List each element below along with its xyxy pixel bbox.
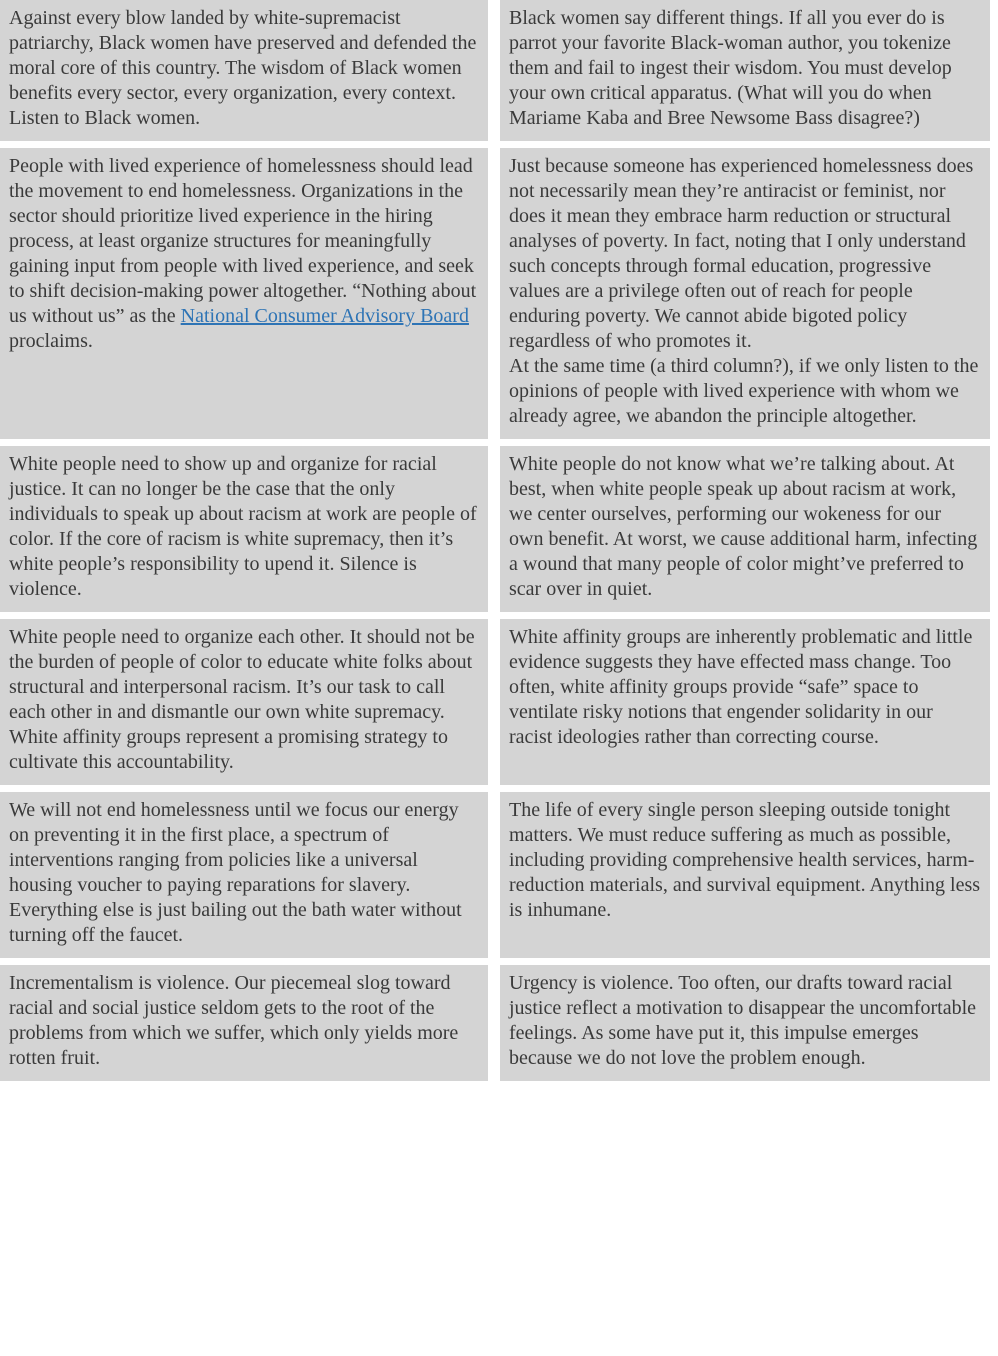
cell-row1-counterpoint: Black women say different things. If all you ever do is parrot your favorite Black-woman author, you tokenize them and fail to ingest their wisdom. You must develop your own critical apparatus. (What will you do when Mariame Kaba and Bree Newsome Bass disagree?) — [500, 0, 990, 141]
claim-text-after-link: proclaims. — [9, 330, 93, 352]
claim-text-before-link: People with lived experience of homelessness should lead the movement to end homelessness. Organizations in the sector should prioritize lived experience in the hiring process, at least organize structures for meaningfully gaining input from people with lived experience, and seek to shift decision-making power altogether. “Nothing about us without us” as the — [9, 155, 477, 327]
cell-row4-counterpoint: White affinity groups are inherently problematic and little evidence suggests they have effected mass change. Too often, white affinity groups provide “safe” space to ventilate risky notions that engender solidarity in our racist ideologies rather than correcting course. — [500, 619, 990, 785]
cell-row5-claim: We will not end homelessness until we focus our energy on preventing it in the first place, a spectrum of interventions ranging from policies like a universal housing voucher to paying reparations for slavery. Everything else is just bailing out the bath water without turning off the faucet. — [0, 792, 488, 958]
cell-row6-counterpoint: Urgency is violence. Too often, our drafts toward racial justice reflect a motivation to disappear the uncomfortable feelings. As some have put it, this impulse emerges because we do not love the problem enough. — [500, 965, 990, 1081]
cell-row3-claim: White people need to show up and organize for racial justice. It can no longer be the case that the only individuals to speak up about racism at work are people of color. If the core of racism is white supremacy, then it’s white people’s responsibility to upend it. Silence is violence. — [0, 446, 488, 612]
cell-row1-claim: Against every blow landed by white-supremacist patriarchy, Black women have preserved and defended the moral core of this country. The wisdom of Black women benefits every sector, every organization, every context. Listen to Black women. — [0, 0, 488, 141]
national-consumer-advisory-board-link[interactable]: National Consumer Advisory Board — [180, 305, 469, 327]
cell-row2-claim — [0, 148, 488, 439]
cell-row3-counterpoint: White people do not know what we’re talking about. At best, when white people speak up about racism at work, we center ourselves, performing our wokeness for our own benefit. At worst, we cause additional harm, infecting a wound that many people of color might’ve preferred to scar over in quiet. — [500, 446, 990, 612]
cell-row4-claim: White people need to organize each other. It should not be the burden of people of color to educate white folks about structural and interpersonal racism. It’s our task to call each other in and dismantle our own white supremacy. White affinity groups represent a promising strategy to cultivate this accountability. — [0, 619, 488, 785]
counterpoint-paragraph-1: Just because someone has experienced homelessness does not necessarily mean they’re antiracist or feminist, nor does it mean they embrace harm reduction or structural analyses of poverty. In fact, noting that I only understand such concepts through formal education, progressive values are a privilege often out of reach for people enduring poverty. We cannot abide bigoted policy regardless of who promotes it. — [509, 155, 974, 352]
cell-row6-claim: Incrementalism is violence. Our piecemeal slog toward racial and social justice seldom gets to the root of the problems from which we suffer, which only yields more rotten fruit. — [0, 965, 488, 1081]
cell-row5-counterpoint: The life of every single person sleeping outside tonight matters. We must reduce suffering as much as possible, including providing comprehensive health services, harm-reduction materials, and survival equipment. Anything less is inhumane. — [500, 792, 990, 958]
counterpoint-paragraph-2: At the same time (a third column?), if we only listen to the opinions of people with lived experience with whom we already agree, we abandon the principle altogether. — [509, 355, 979, 427]
cell-row2-counterpoint — [500, 148, 990, 439]
